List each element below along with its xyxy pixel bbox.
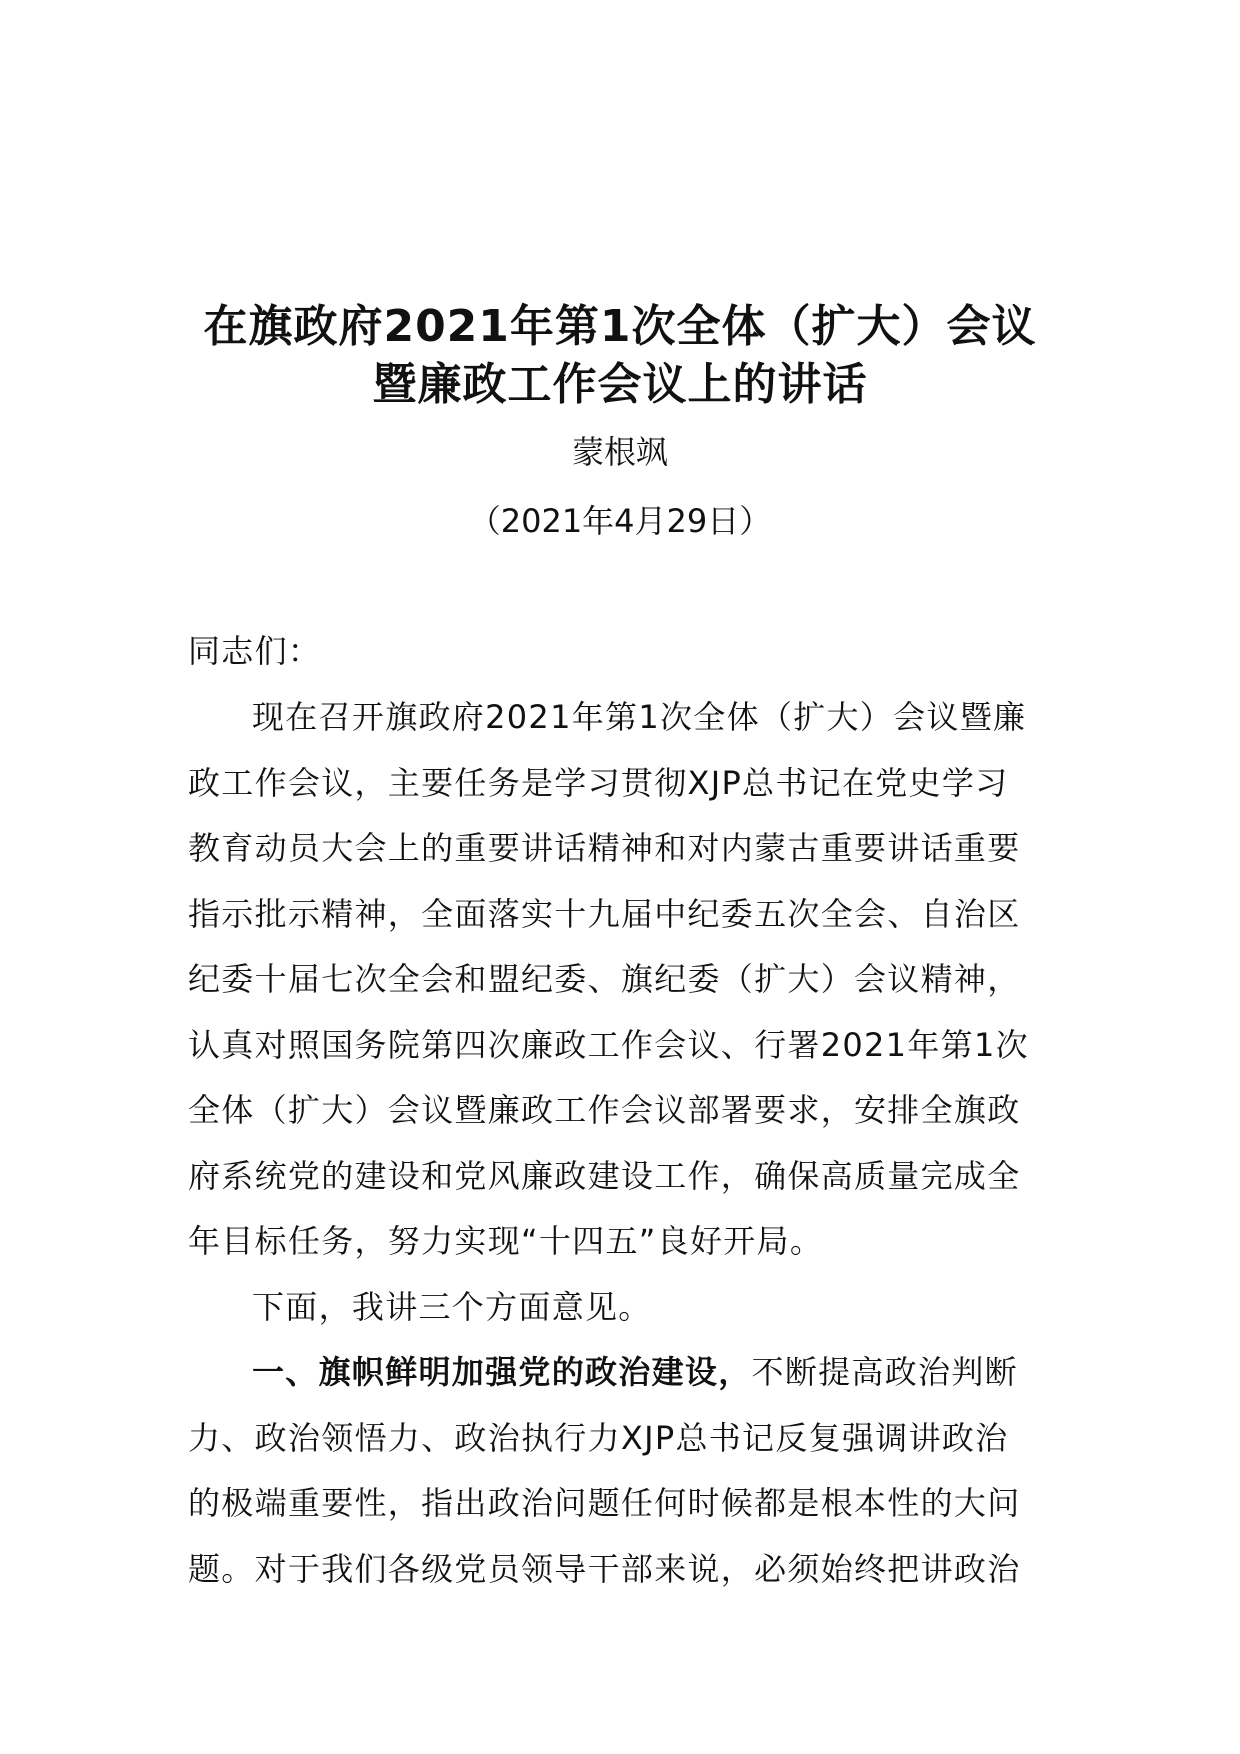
section1-line: 题。对于我们各级党员领导干部来说，必须始终把讲政治 [188,1549,1021,1588]
salutation: 同志们： [188,632,322,670]
paragraph1-line: 纪委十届七次全会和盟纪委、旗纪委（扩大）会议精神， [188,960,1021,998]
title-line-2: 暨廉政工作会议上的讲话 [372,359,868,410]
document-title [150,298,1090,414]
paragraph1-line: 全体（扩大）会议暨廉政工作会议部署要求，安排全旗政 [188,1091,1021,1129]
paragraph1-line: 教育动员大会上的重要讲话精神和对内蒙古重要讲话重要 [188,829,1021,867]
paragraph2: 下面，我讲三个方面意见。 [252,1287,652,1326]
paragraph1-line: 年目标任务，努力实现“十四五”良好开局。 [188,1222,824,1260]
speech-body [188,685,1056,1602]
section1-heading: 一、旗帜鲜明加强党的政治建设， [252,1353,752,1391]
speech-date: （2021年4月29日） [468,502,772,540]
section1-first-line [188,1340,1056,1406]
section1-line: 不断提高政治判断 [751,1353,1018,1391]
paragraph1-line: 政工作会议，主要任务是学习贯彻XJP总书记在党史学习 [188,763,1009,802]
title-line-1: 在旗政府2021年第1次全体（扩大）会议 [203,301,1037,352]
paragraph1-line: 认真对照国务院第四次廉政工作会议、行署2021年第1次 [188,1025,1029,1064]
section1-line: 的极端重要性，指出政治问题任何时候都是根本性的大问 [188,1484,1021,1522]
paragraph1-line: 府系统党的建设和党风廉政建设工作，确保高质量完成全 [188,1156,1021,1195]
section1-line: 力、政治领悟力、政治执行力XJP总书记反复强调讲政治 [188,1418,1009,1457]
paragraph1-line: 现在召开旗政府2021年第1次全体（扩大）会议暨廉 [252,698,1027,736]
paragraph1-line: 指示批示精神，全面落实十九届中纪委五次全会、自治区 [188,894,1021,933]
author-name: 蒙根飒 [571,433,668,471]
